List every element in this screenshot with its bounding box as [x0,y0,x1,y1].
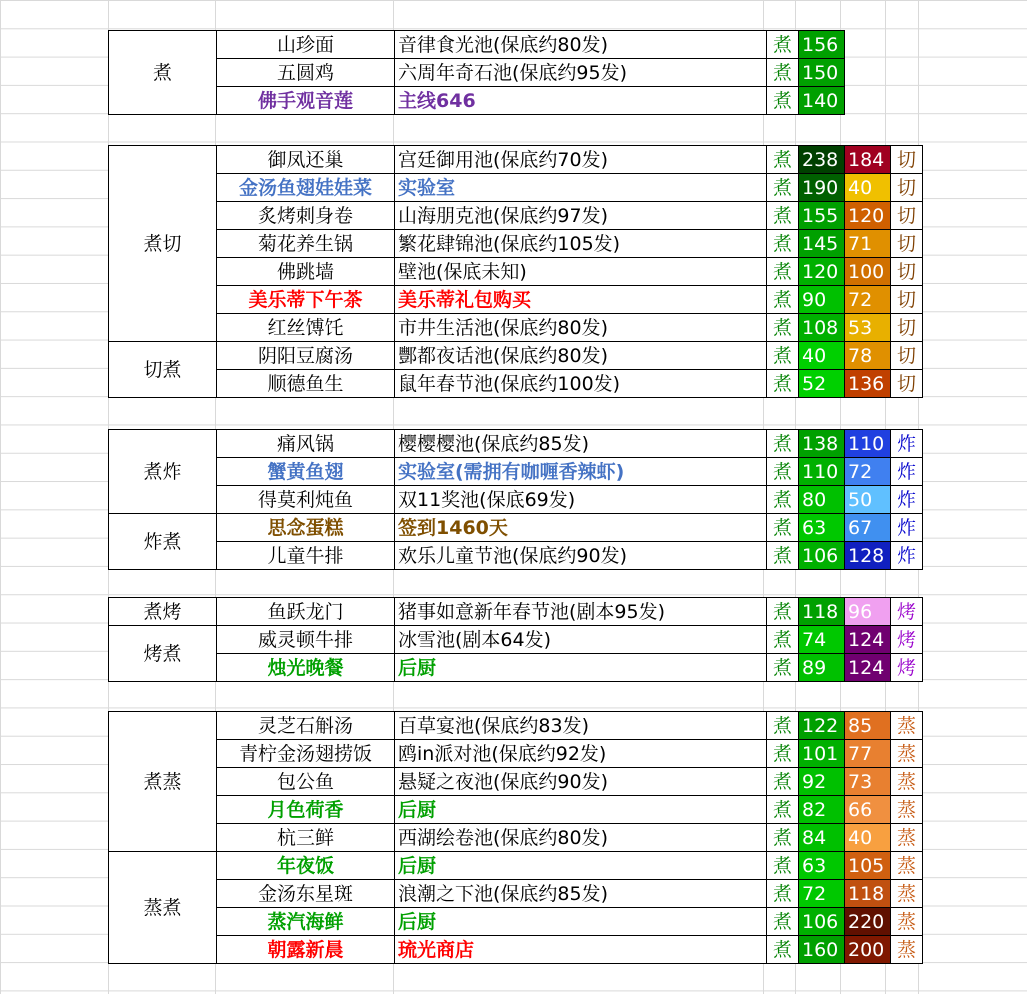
category-cell: 炸煮 [109,514,217,570]
method-2-cell: 炸 [891,430,923,458]
value-1-cell: 122 [799,712,845,740]
method-2-cell: 炸 [891,458,923,486]
table-row [109,87,845,115]
dish-name-cell: 金汤东星斑 [217,880,395,908]
source-cell: 壁池(保底未知) [395,258,767,286]
value-1-cell: 145 [799,230,845,258]
value-2-cell: 50 [845,486,891,514]
source-cell: 悬疑之夜池(保底约90发) [395,768,767,796]
value-1-cell: 110 [799,458,845,486]
method-2-cell: 炸 [891,514,923,542]
value-1-cell: 106 [799,908,845,936]
method-1-cell: 煮 [767,514,799,542]
method-2-cell: 烤 [891,654,923,682]
method-2-cell: 炸 [891,486,923,514]
method-2-cell: 切 [891,286,923,314]
source-cell: 宫廷御用池(保底约70发) [395,146,767,174]
value-2-cell: 128 [845,542,891,570]
dish-name-cell: 鱼跃龙门 [217,598,395,626]
value-1-cell: 150 [799,59,845,87]
method-1-cell: 煮 [767,936,799,964]
source-cell: 浪潮之下池(保底约85发) [395,880,767,908]
table-row [109,174,923,202]
value-2-cell: 118 [845,880,891,908]
value-1-cell: 118 [799,598,845,626]
table-row [109,712,923,740]
value-1-cell: 90 [799,286,845,314]
method-2-cell: 蒸 [891,712,923,740]
method-1-cell: 煮 [767,370,799,398]
method-1-cell: 煮 [767,202,799,230]
value-2-cell: 78 [845,342,891,370]
value-1-cell: 89 [799,654,845,682]
method-1-cell: 煮 [767,768,799,796]
method-1-cell: 煮 [767,740,799,768]
dish-name-cell: 月色荷香 [217,796,395,824]
value-2-cell: 124 [845,654,891,682]
dish-name-cell: 儿童牛排 [217,542,395,570]
source-cell: 主线646 [395,87,767,115]
value-1-cell: 63 [799,514,845,542]
source-cell: 音律食光池(保底约80发) [395,31,767,59]
dish-name-cell: 菊花养生锅 [217,230,395,258]
source-cell: 实验室 [395,174,767,202]
method-2-cell: 蒸 [891,768,923,796]
table-row [109,31,845,59]
value-2-cell: 77 [845,740,891,768]
method-2-cell: 蒸 [891,908,923,936]
dish-name-cell: 思念蛋糕 [217,514,395,542]
value-2-cell: 120 [845,202,891,230]
table-row [109,59,845,87]
category-cell: 煮炸 [109,430,217,514]
dish-name-cell: 阴阳豆腐汤 [217,342,395,370]
value-2-cell: 40 [845,174,891,202]
method-2-cell: 烤 [891,598,923,626]
table-row [109,486,923,514]
method-1-cell: 煮 [767,908,799,936]
method-2-cell: 切 [891,146,923,174]
source-cell: 市井生活池(保底约80发) [395,314,767,342]
recipe-table-zhu [108,30,845,115]
value-1-cell: 156 [799,31,845,59]
source-cell: 后厨 [395,654,767,682]
table-row [109,542,923,570]
table-row [109,598,923,626]
method-1-cell: 煮 [767,824,799,852]
method-1-cell: 煮 [767,87,799,115]
dish-name-cell: 山珍面 [217,31,395,59]
dish-name-cell: 朝露新晨 [217,936,395,964]
category-cell: 煮烤 [109,598,217,626]
value-1-cell: 108 [799,314,845,342]
table-row [109,852,923,880]
table-row [109,286,923,314]
table-row [109,230,923,258]
value-1-cell: 120 [799,258,845,286]
dish-name-cell: 杭三鲜 [217,824,395,852]
table-row [109,258,923,286]
dish-name-cell: 红丝馎饦 [217,314,395,342]
value-2-cell: 72 [845,458,891,486]
value-1-cell: 106 [799,542,845,570]
source-cell: 后厨 [395,908,767,936]
value-1-cell: 72 [799,880,845,908]
value-1-cell: 80 [799,486,845,514]
source-cell: 酆都夜话池(保底约80发) [395,342,767,370]
method-1-cell: 煮 [767,712,799,740]
value-1-cell: 140 [799,87,845,115]
value-2-cell: 184 [845,146,891,174]
table-row [109,342,923,370]
value-2-cell: 66 [845,796,891,824]
table-row [109,880,923,908]
value-1-cell: 40 [799,342,845,370]
method-2-cell: 切 [891,230,923,258]
dish-name-cell: 御凤还巢 [217,146,395,174]
value-1-cell: 74 [799,626,845,654]
value-1-cell: 190 [799,174,845,202]
value-2-cell: 85 [845,712,891,740]
method-1-cell: 煮 [767,314,799,342]
method-2-cell: 蒸 [891,852,923,880]
source-cell: 鼠年春节池(保底约100发) [395,370,767,398]
dish-name-cell: 烛光晚餐 [217,654,395,682]
source-cell: 后厨 [395,796,767,824]
method-1-cell: 煮 [767,458,799,486]
category-cell: 煮切 [109,146,217,342]
method-1-cell: 煮 [767,342,799,370]
dish-name-cell: 灵芝石斛汤 [217,712,395,740]
method-2-cell: 切 [891,370,923,398]
dish-name-cell: 佛手观音莲 [217,87,395,115]
source-cell: 美乐蒂礼包购买 [395,286,767,314]
value-2-cell: 100 [845,258,891,286]
source-cell: 猪事如意新年春节池(剧本95发) [395,598,767,626]
method-1-cell: 煮 [767,174,799,202]
category-cell: 切煮 [109,342,217,398]
value-1-cell: 155 [799,202,845,230]
method-2-cell: 蒸 [891,824,923,852]
source-cell: 后厨 [395,852,767,880]
category-cell: 煮蒸 [109,712,217,852]
method-1-cell: 煮 [767,654,799,682]
dish-name-cell: 金汤鱼翅娃娃菜 [217,174,395,202]
method-1-cell: 煮 [767,31,799,59]
source-cell: 繁花肆锦池(保底约105发) [395,230,767,258]
method-2-cell: 炸 [891,542,923,570]
method-2-cell: 蒸 [891,880,923,908]
method-1-cell: 煮 [767,598,799,626]
table-row [109,908,923,936]
method-1-cell: 煮 [767,796,799,824]
method-2-cell: 切 [891,202,923,230]
recipe-table-zhuzha [108,429,923,570]
value-2-cell: 136 [845,370,891,398]
method-2-cell: 切 [891,174,923,202]
source-cell: 签到1460天 [395,514,767,542]
value-2-cell: 71 [845,230,891,258]
table-row [109,824,923,852]
source-cell: 西湖绘卷池(保底约80发) [395,824,767,852]
category-cell: 煮 [109,31,217,115]
table-row [109,202,923,230]
dish-name-cell: 痛风锅 [217,430,395,458]
dish-name-cell: 蒸汽海鲜 [217,908,395,936]
value-2-cell: 96 [845,598,891,626]
value-2-cell: 220 [845,908,891,936]
dish-name-cell: 威灵顿牛排 [217,626,395,654]
value-1-cell: 82 [799,796,845,824]
value-2-cell: 105 [845,852,891,880]
method-2-cell: 蒸 [891,796,923,824]
dish-name-cell: 得莫利炖鱼 [217,486,395,514]
table-row [109,146,923,174]
dish-name-cell: 青柠金汤翅捞饭 [217,740,395,768]
source-cell: 冰雪池(剧本64发) [395,626,767,654]
table-row [109,936,923,964]
value-2-cell: 124 [845,626,891,654]
method-2-cell: 切 [891,258,923,286]
dish-name-cell: 顺德鱼生 [217,370,395,398]
source-cell: 实验室(需拥有咖喱香辣虾) [395,458,767,486]
value-1-cell: 52 [799,370,845,398]
source-cell: 琉光商店 [395,936,767,964]
value-2-cell: 72 [845,286,891,314]
method-1-cell: 煮 [767,626,799,654]
recipe-table-zhukao [108,597,923,682]
table-row [109,458,923,486]
method-1-cell: 煮 [767,59,799,87]
source-cell: 六周年奇石池(保底约95发) [395,59,767,87]
value-2-cell: 67 [845,514,891,542]
value-2-cell: 53 [845,314,891,342]
source-cell: 樱樱樱池(保底约85发) [395,430,767,458]
method-2-cell: 蒸 [891,936,923,964]
table-row [109,430,923,458]
method-1-cell: 煮 [767,146,799,174]
source-cell: 欢乐儿童节池(保底约90发) [395,542,767,570]
value-1-cell: 160 [799,936,845,964]
dish-name-cell: 炙烤刺身卷 [217,202,395,230]
category-cell: 蒸煮 [109,852,217,964]
source-cell: 双11奖池(保底69发) [395,486,767,514]
table-row [109,370,923,398]
dish-name-cell: 佛跳墙 [217,258,395,286]
table-row [109,314,923,342]
dish-name-cell: 美乐蒂下午茶 [217,286,395,314]
method-2-cell: 烤 [891,626,923,654]
dish-name-cell: 包公鱼 [217,768,395,796]
method-1-cell: 煮 [767,430,799,458]
value-2-cell: 40 [845,824,891,852]
method-1-cell: 煮 [767,486,799,514]
value-1-cell: 63 [799,852,845,880]
value-2-cell: 200 [845,936,891,964]
table-row [109,514,923,542]
method-2-cell: 切 [891,342,923,370]
method-2-cell: 切 [891,314,923,342]
method-1-cell: 煮 [767,258,799,286]
value-2-cell: 110 [845,430,891,458]
value-1-cell: 84 [799,824,845,852]
table-row [109,768,923,796]
value-1-cell: 238 [799,146,845,174]
source-cell: 百草宴池(保底约83发) [395,712,767,740]
table-row [109,796,923,824]
dish-name-cell: 蟹黄鱼翅 [217,458,395,486]
table-row [109,654,923,682]
value-1-cell: 138 [799,430,845,458]
dish-name-cell: 年夜饭 [217,852,395,880]
recipe-table-zhuzheng [108,711,923,964]
table-row [109,626,923,654]
dish-name-cell: 五圆鸡 [217,59,395,87]
category-cell: 烤煮 [109,626,217,682]
value-1-cell: 92 [799,768,845,796]
source-cell: 鸥in派对池(保底约92发) [395,740,767,768]
recipe-table-zhuqie [108,145,923,398]
value-1-cell: 101 [799,740,845,768]
table-row [109,740,923,768]
method-1-cell: 煮 [767,852,799,880]
method-1-cell: 煮 [767,286,799,314]
method-1-cell: 煮 [767,880,799,908]
method-2-cell: 蒸 [891,740,923,768]
method-1-cell: 煮 [767,542,799,570]
method-1-cell: 煮 [767,230,799,258]
value-2-cell: 73 [845,768,891,796]
source-cell: 山海朋克池(保底约97发) [395,202,767,230]
